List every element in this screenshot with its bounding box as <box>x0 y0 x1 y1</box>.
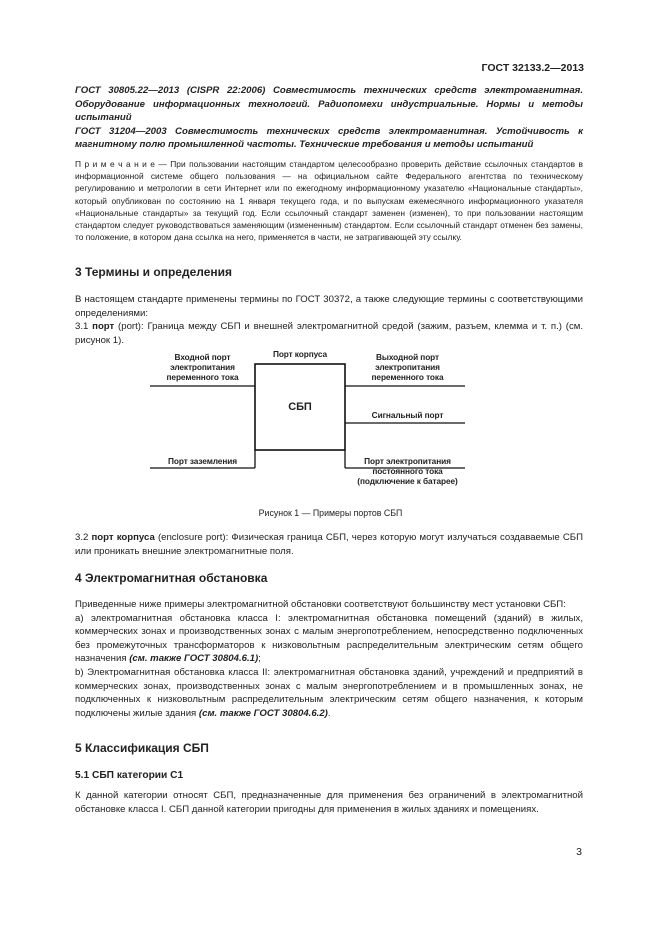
definition-term: порт корпуса <box>91 532 155 543</box>
ac-input-label: Входной порт электропитания переменного тока <box>166 352 239 383</box>
section-5-1-text: К данной категории относят СБП, предназначенные для применения без ограничений в электромагнитной обстановке класса I. СБП данной категории пригодны для применения в жилых зданиях и помещениях. <box>75 790 583 815</box>
document-header: ГОСТ 32133.2—2013 <box>481 62 584 74</box>
list-item-a-end: ; <box>258 653 261 665</box>
section-4-intro: Приведенные ниже примеры электромагнитной обстановки соответствуют большинству мест установки СБП: <box>75 599 566 610</box>
list-item-b-end: . <box>327 707 331 719</box>
reference-item: ГОСТ 30805.22—2013 (CISPR 22:2006) Совместимость технических средств электромагнитная. Оборудование информационных технологий. Радиопомехи индустриальные. Нормы и методы испытаний <box>75 85 583 124</box>
list-item-a <box>75 612 583 666</box>
section-3-title: 3 Термины и определения <box>75 265 233 279</box>
list-item-b <box>75 666 583 720</box>
section-4-title: 4 Электромагнитная обстановка <box>75 571 268 585</box>
figure-ports-diagram <box>150 346 530 496</box>
definition-number: 3.1 <box>75 321 93 333</box>
list-item-a-ref: (см. также ГОСТ 30804.6.1) <box>129 653 259 665</box>
definition-enclosure-port <box>75 531 583 558</box>
section-3-intro: В настоящем стандарте применены термины по ГОСТ 30372, а также следующие термины с соответствующими определениями: <box>75 294 583 319</box>
definition-text: (enclosure port): Физическая граница СБП, через которую могут излучаться создаваемые СБП или проникать внешние электромагнитные поля. <box>75 532 583 557</box>
note-block <box>75 158 583 243</box>
reference-list <box>75 84 583 152</box>
note-label: П р и м е ч а н и е <box>75 159 155 169</box>
ups-label: СБП <box>288 401 312 413</box>
section-3-body <box>75 293 583 347</box>
list-item-b-ref: (см. также ГОСТ 30804.6.2) <box>198 707 328 719</box>
reference-item: ГОСТ 31204—2003 Совместимость технических средств электромагнитная. Устойчивость к магнитному полю промышленной частоты. Технические требования и методы испытаний <box>75 125 583 151</box>
enclosure-port-label: Порт корпуса <box>272 349 328 359</box>
list-item-a-text: а) электромагнитная обстановка класса I: электромагнитная обстановка помещений (зданий) в жилых, коммерческих зонах и производственных зонах с малым энергопотреблением, непосредственно подключенных без промежуточных трансформаторов к низковольтным распределительным электрическим сетям общего назначения <box>75 612 583 665</box>
section-5-1-title: 5.1 СБП категории С1 <box>75 770 184 781</box>
ground-port-label: Порт заземления <box>168 456 237 466</box>
dc-port-label: Порт электропитания постоянного тока (подключение к батарее) <box>357 456 458 487</box>
definition-text: (port): Граница между СБП и внешней электромагнитной средой (зажим, разъем, клемма и т. п.) (см. рисунок 1). <box>75 321 583 346</box>
definition-port <box>75 320 583 347</box>
signal-port-label: Сигнальный порт <box>371 410 444 420</box>
definition-term: порт <box>92 321 115 333</box>
page-number: 3 <box>576 846 582 858</box>
figure-caption: Рисунок 1 — Примеры портов СБП <box>258 508 403 518</box>
list-item-b-text: b) Электромагнитная обстановка класса II: электромагнитная обстановка зданий, учреждений и предприятий в коммерческих зонах, производственных зонах с малым энергопотреблением и в промышленных зонах, не подключенных к низковольтным распределительным электрическим сетям общего назначения, к которым подключены жилые здания <box>75 666 583 719</box>
ac-output-label: Выходной порт электропитания переменного тока <box>371 352 444 383</box>
definition-number: 3.2 <box>75 532 92 543</box>
note-text: — При пользовании настоящим стандартом целесообразно проверить действие ссылочных стандартов в информационной системе общего пользования — на официальном сайте Федерального агентства по техническому регулированию и метрологии в сети Интернет или по ежегодному информационному указателю «Национальные стандарты», который опубликован по состоянию на 1 января текущего года, и по выпускам ежемесячного информационного указателя «Национальные стандарты» за текущий год. Если ссылочный стандарт заменен (изменен), то при пользовании настоящим стандартом следует руководствоваться заменяющим (измененным) стандартом. Если ссылочный стандарт отменен без замены, то положение, в котором дана ссылка на него, применяется в части, не затрагивающей эту ссылку. <box>75 159 583 243</box>
section-4-body <box>75 598 583 720</box>
section-5-title: 5 Классификация СБП <box>75 741 209 755</box>
